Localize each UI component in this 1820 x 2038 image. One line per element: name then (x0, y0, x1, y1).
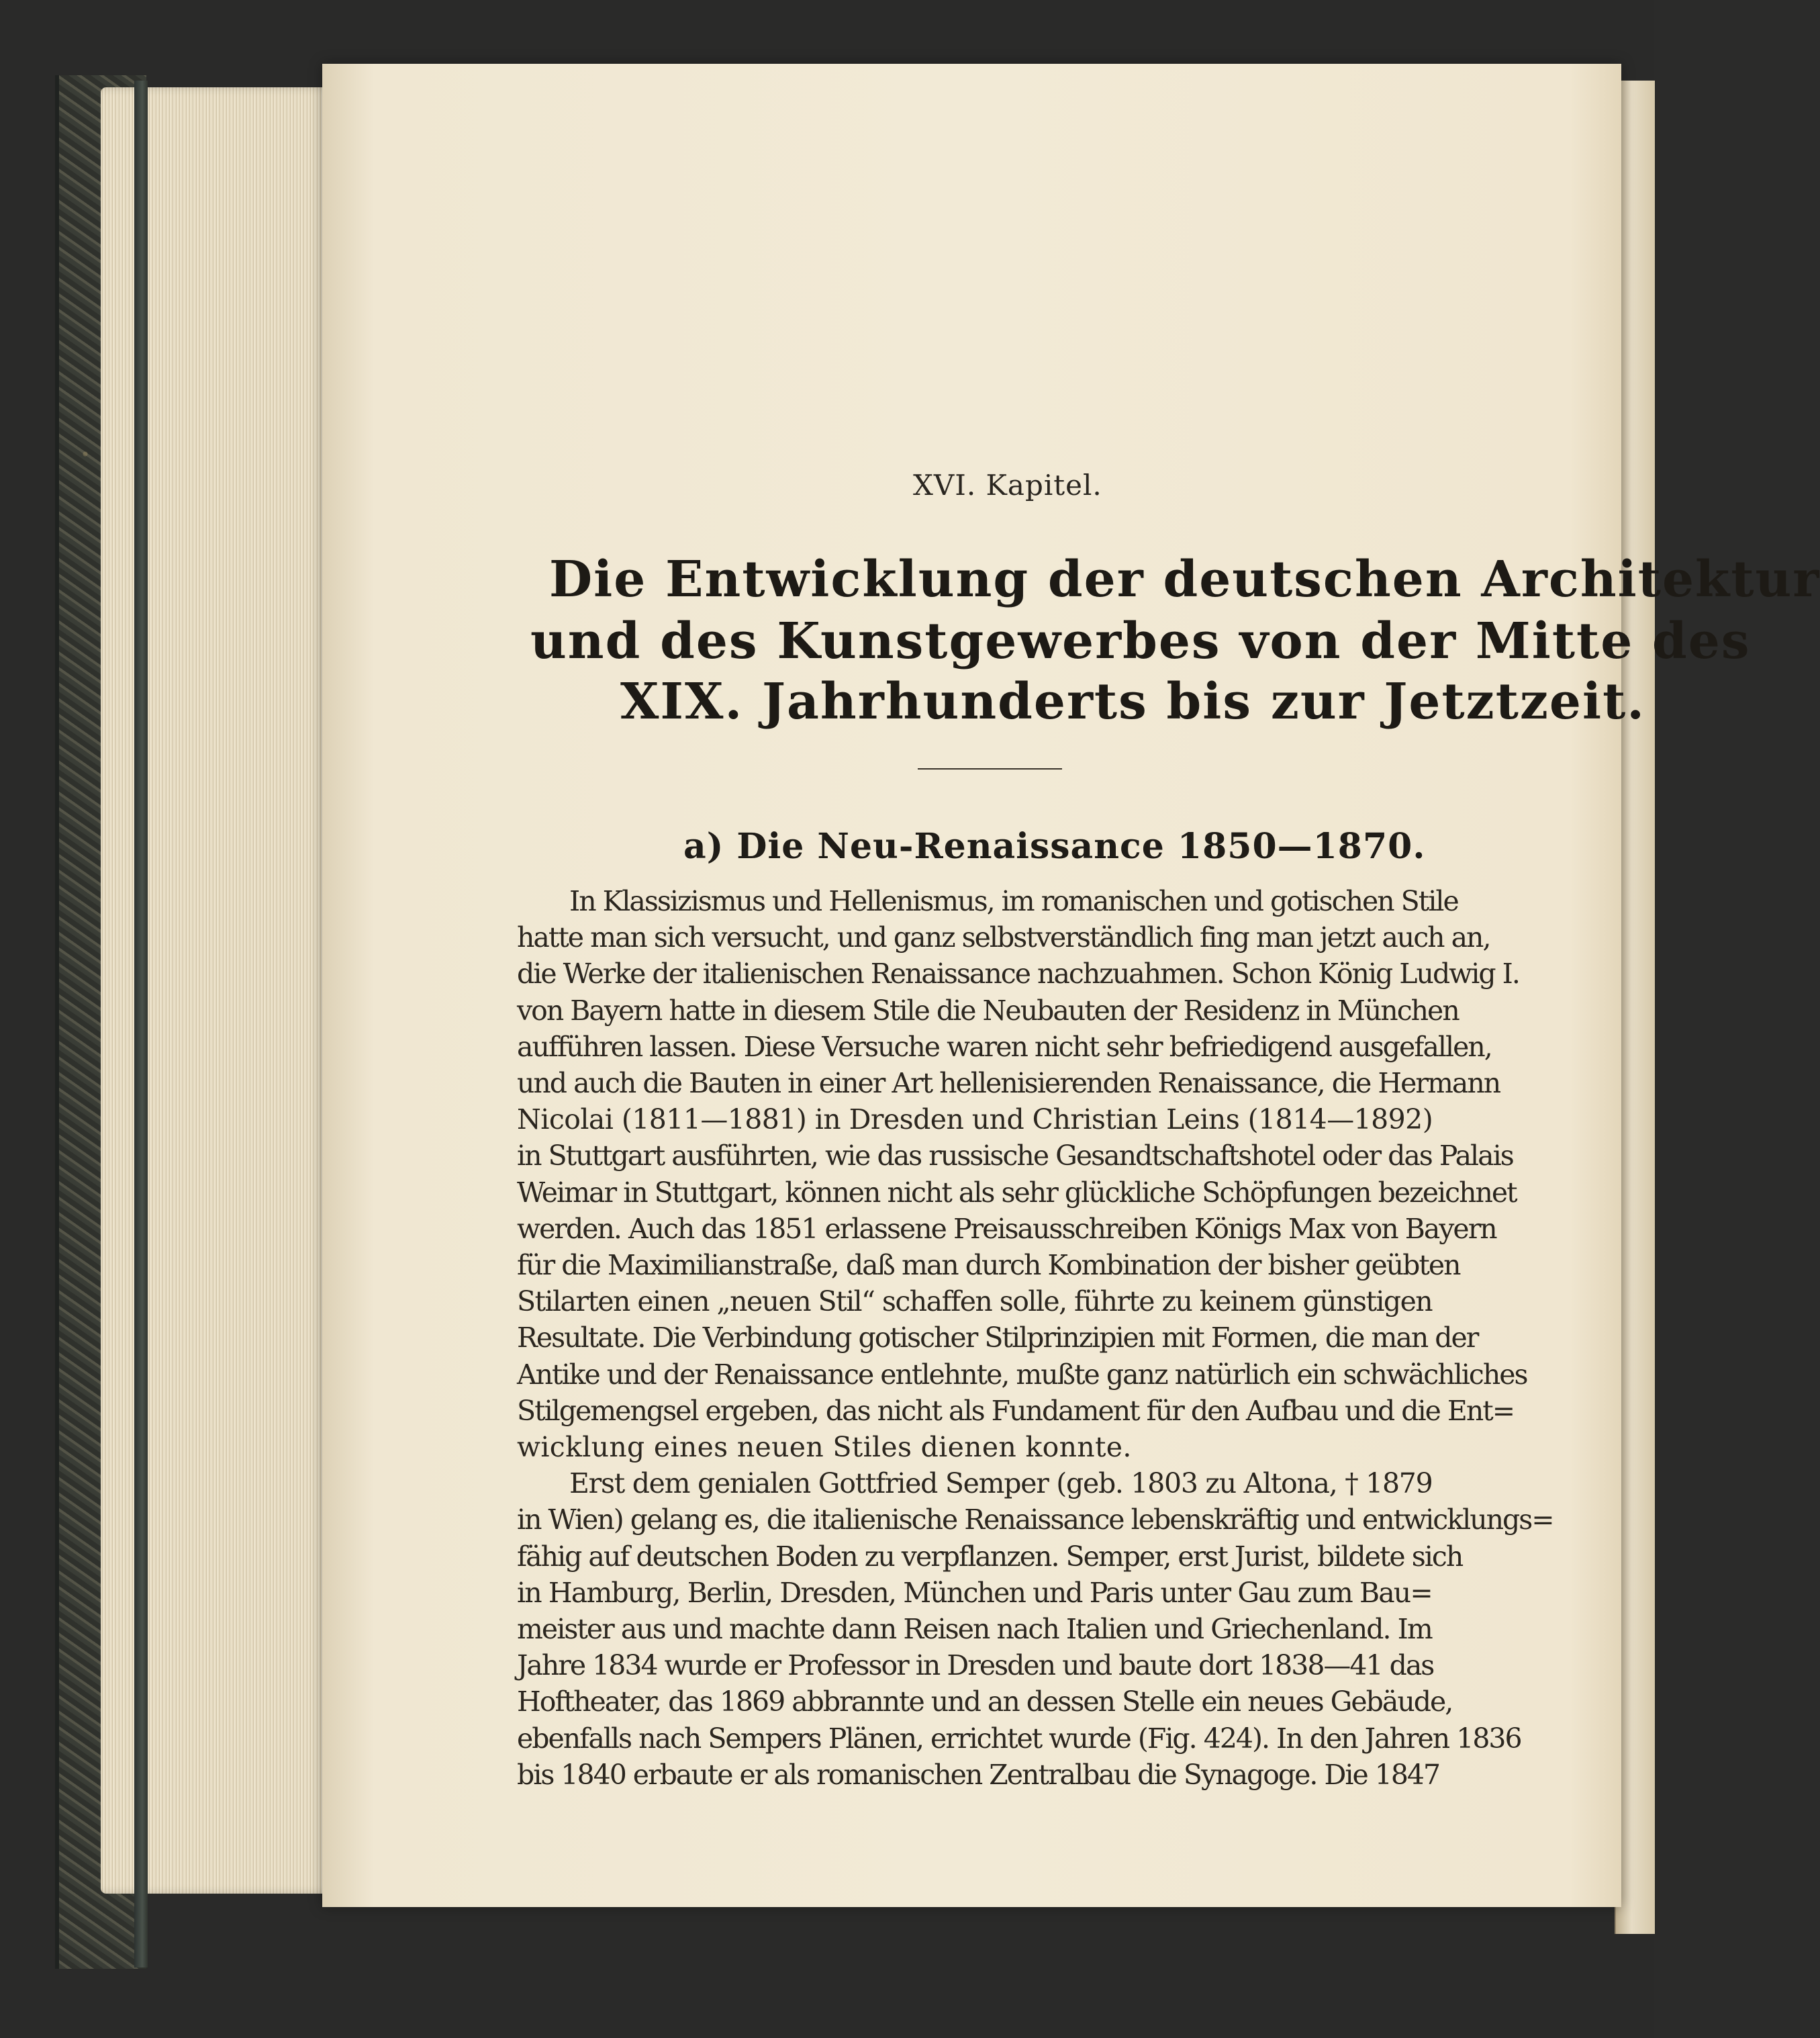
body-line: werden. Auch das 1851 erlassene Preisausschreiben Königs Max von Bayern (517, 1213, 1496, 1245)
chapter-title-line-2: und des Kunstgewerbes von der Mitte des (530, 612, 1751, 670)
body-line: aufführen lassen. Diese Versuche waren nicht sehr befriedigend ausgefallen, (517, 1031, 1492, 1063)
body-line: in Stuttgart ausführten, wie das russische Gesandtschaftshotel oder das Palais (517, 1140, 1513, 1172)
body-line: bis 1840 erbaute er als romanischen Zentralbau die Synagoge. Die 1847 (517, 1759, 1440, 1791)
body-line: In Klassizismus und Hellenismus, im romanischen und gotischen Stile (569, 885, 1458, 917)
body-line: in Hamburg, Berlin, Dresden, München und Paris unter Gau zum Bau= (517, 1577, 1432, 1609)
body-line: in Wien) gelang es, die italienische Renaissance lebenskräftig und entwicklungs= (517, 1503, 1553, 1536)
title-divider (918, 768, 1062, 770)
body-line: Stilgemengsel ergeben, das nicht als Fundament für den Aufbau und die Ent= (517, 1395, 1515, 1427)
section-heading: a) Die Neu-Renaissance 1850—1870. (683, 826, 1426, 867)
body-line: Erst dem genialen Gottfried Semper (geb. 1803 zu Altona, † 1879 (569, 1467, 1433, 1499)
body-line: fähig auf deutschen Boden zu verpflanzen. Semper, erst Jurist, bildete sich (517, 1540, 1463, 1573)
body-line: Stilarten einen „neuen Stil“ schaffen solle, führte zu keinem günstigen (517, 1285, 1433, 1317)
cover-spine-edge (134, 81, 148, 1967)
body-line: und auch die Bauten in einer Art hellenisierenden Renaissance, die Hermann (517, 1067, 1500, 1099)
body-line: hatte man sich versucht, und ganz selbstverständlich fing man jetzt auch an, (517, 921, 1490, 954)
body-line: von Bayern hatte in diesem Stile die Neubauten der Residenz in München (517, 994, 1459, 1027)
body-line: Antike und der Renaissance entlehnte, mußte ganz natürlich ein schwächliches (517, 1358, 1527, 1391)
body-line: Hoftheater, das 1869 abbrannte und an dessen Stelle ein neues Gebäude, (517, 1685, 1453, 1718)
body-line: ebenfalls nach Sempers Plänen, errichtet wurde (Fig. 424). In den Jahren 1836 (517, 1722, 1521, 1755)
body-line: die Werke der italienischen Renaissance nachzuahmen. Schon König Ludwig I. (517, 958, 1519, 990)
body-line: für die Maximilianstraße, daß man durch Kombination der bisher geübten (517, 1249, 1460, 1281)
body-line: Nicolai (1811—1881) in Dresden und Christian Leins (1814—1892) (517, 1103, 1433, 1136)
body-line: meister aus und machte dann Reisen nach Italien und Griechenland. Im (517, 1613, 1432, 1645)
body-line: Resultate. Die Verbindung gotischer Stilprinzipien mit Formen, die man der (517, 1322, 1478, 1354)
body-line: Weimar in Stuttgart, können nicht als sehr glückliche Schöpfungen bezeichnet (517, 1176, 1517, 1209)
chapter-label: XVI. Kapitel. (913, 469, 1102, 502)
chapter-title-line-3: XIX. Jahrhunderts bis zur Jetztzeit. (620, 673, 1646, 731)
chapter-title-line-1: Die Entwicklung der deutschen Architektur (549, 551, 1820, 608)
body-line: wicklung eines neuen Stiles dienen konnte. (517, 1431, 1132, 1463)
body-line: Jahre 1834 wurde er Professor in Dresden und baute dort 1838—41 das (517, 1649, 1434, 1681)
